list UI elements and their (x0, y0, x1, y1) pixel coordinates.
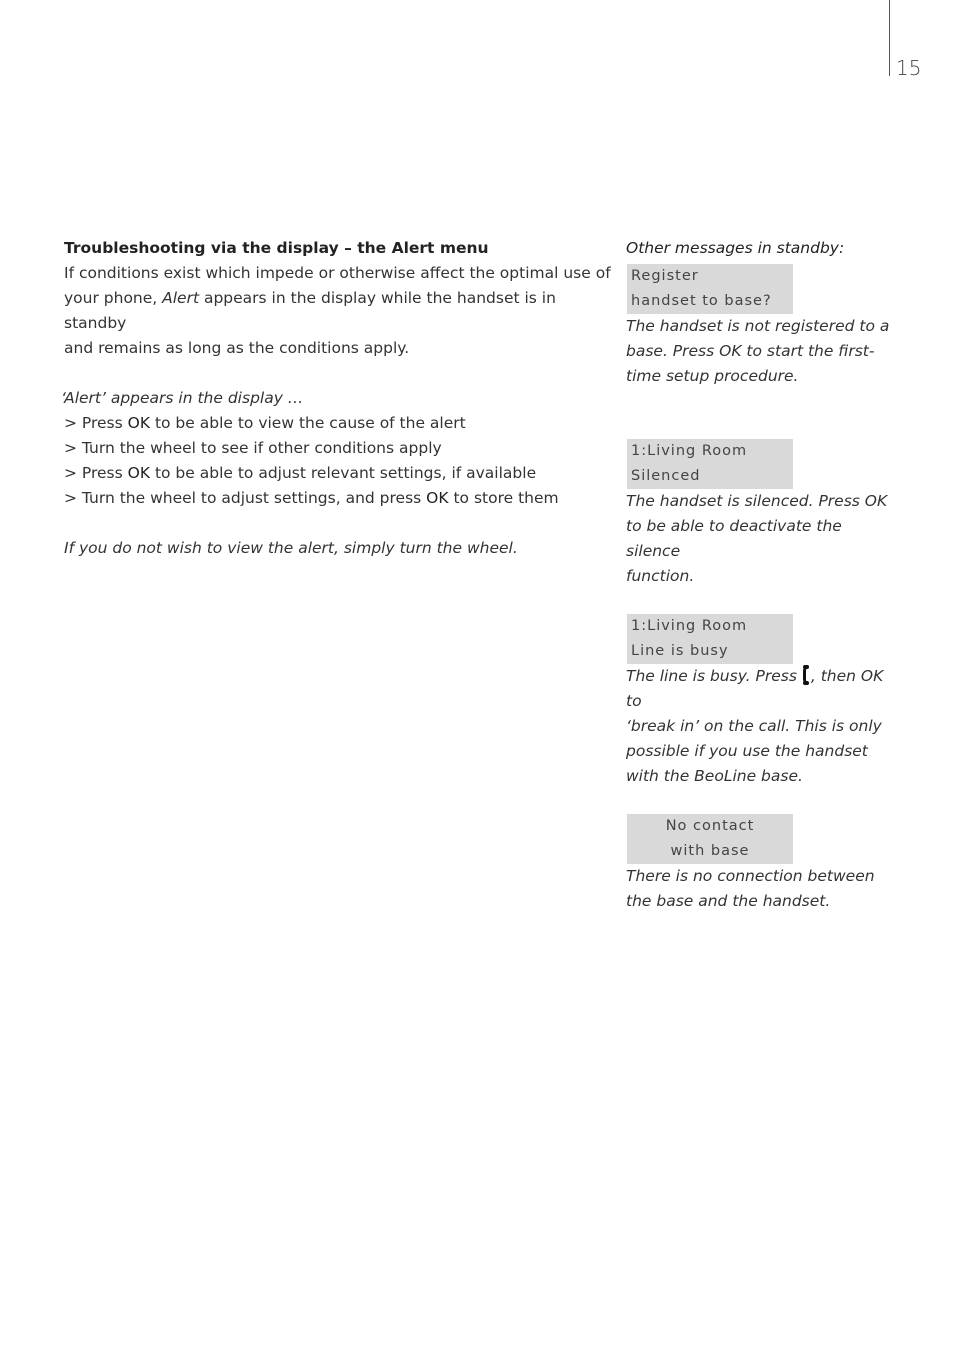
messages-intro: Other messages in standby: (626, 239, 845, 257)
message-desc: time setup procedure. (626, 367, 799, 385)
step-text: to store them (448, 489, 559, 507)
page-edge-rule (889, 0, 890, 76)
alert-term: Alert (162, 289, 200, 307)
message-desc: ‘break in’ on the call. This is only (626, 717, 882, 735)
step-1 (64, 411, 614, 436)
page-number: 15 (896, 56, 922, 80)
step-2 (64, 436, 614, 461)
message-desc: function. (626, 567, 695, 585)
message-desc (626, 664, 896, 714)
message-desc: base. Press OK to start the first- (626, 342, 875, 360)
step-text: > Press (64, 464, 128, 482)
step-3 (64, 461, 614, 486)
message-desc: the base and the handset. (626, 892, 831, 910)
lcd-display (627, 439, 793, 489)
message-desc: to be able to deactivate the silence (626, 517, 842, 560)
message-desc: The handset is silenced. Press OK (626, 492, 888, 510)
message-desc: There is no connection between (626, 867, 875, 885)
desc-text: The line is busy. Press (626, 667, 802, 685)
step-4 (64, 486, 614, 511)
message-silenced (626, 439, 896, 589)
desc-text: , then OK to (626, 667, 884, 710)
message-desc: possible if you use the handset (626, 742, 868, 760)
message-desc: The handset is not registered to a (626, 317, 890, 335)
lcd-line: No contact (665, 818, 755, 834)
note: If you do not wish to view the alert, simply turn the wheel. (64, 539, 518, 557)
intro-line-3: and remains as long as the conditions apply. (64, 339, 410, 357)
lcd-line: Register (631, 268, 699, 284)
step-text: > Press (64, 414, 128, 432)
section-heading: Troubleshooting via the display – the Alert menu (64, 239, 489, 257)
message-no-contact (626, 814, 896, 914)
step-text: to be able to view the cause of the alert (150, 414, 466, 432)
phone-handset-icon (803, 665, 810, 685)
intro-text: appears in the display while the handset is in standby (64, 289, 556, 332)
step-text: to be able to adjust relevant settings, if available (150, 464, 537, 482)
subheading: ‘Alert’ appears in the display … (61, 389, 304, 407)
lcd-display (627, 814, 793, 864)
intro-text: your phone, (64, 289, 163, 307)
ok-key: OK (127, 414, 151, 432)
lcd-line: handset to base? (631, 293, 772, 309)
lcd-line: Silenced (631, 468, 701, 484)
intro-line-1: If conditions exist which impede or otherwise affect the optimal use of (64, 264, 611, 282)
message-register (626, 264, 896, 389)
step-text: > Turn the wheel to see if other conditions apply (64, 439, 442, 457)
standby-messages-section (626, 236, 896, 910)
message-line-busy (626, 614, 896, 789)
ok-key: OK (426, 489, 449, 507)
lcd-line: 1:Living Room (631, 618, 748, 634)
lcd-line: with base (670, 843, 750, 859)
lcd-line: Line is busy (631, 643, 729, 659)
lcd-display (627, 614, 793, 664)
ok-key: OK (127, 464, 151, 482)
alert-menu-section (61, 236, 614, 561)
lcd-display (627, 264, 793, 314)
intro-line-2 (64, 286, 614, 336)
step-text: > Turn the wheel to adjust settings, and press (64, 489, 427, 507)
lcd-line: 1:Living Room (631, 443, 748, 459)
message-desc: with the BeoLine base. (626, 767, 803, 785)
